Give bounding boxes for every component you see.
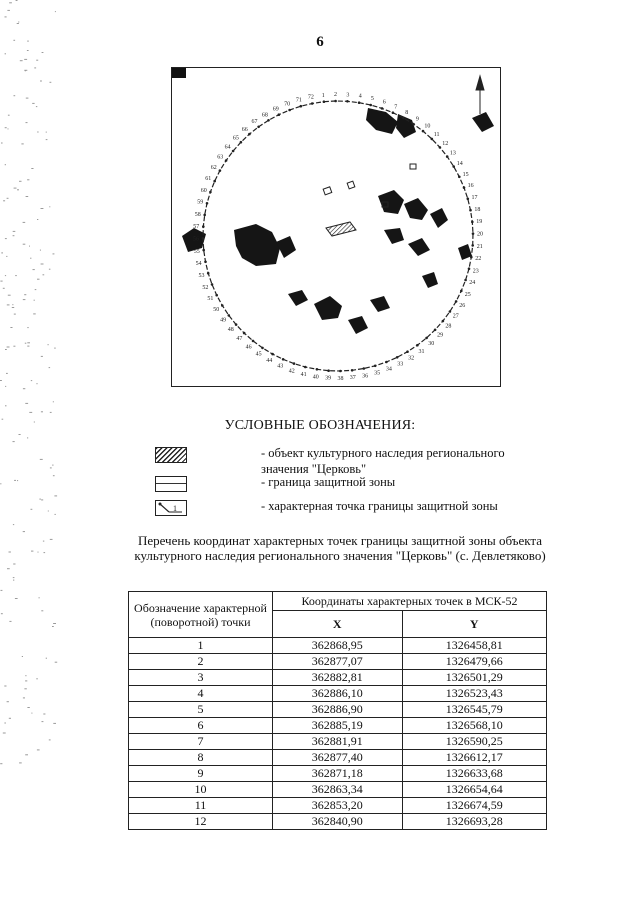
legend-item-heritage-object — [155, 447, 545, 475]
x-coordinate-cell: 362853,20 — [273, 798, 403, 814]
characteristic-point-marker — [304, 366, 307, 369]
characteristic-point-label: 40 — [312, 374, 319, 381]
characteristic-point-label: 47 — [236, 336, 243, 343]
y-coordinate-cell: 1326633,68 — [402, 766, 547, 782]
x-header: X — [273, 611, 403, 638]
characteristic-point-marker — [416, 344, 419, 347]
characteristic-point-label: 70 — [284, 101, 291, 108]
characteristic-point-marker — [406, 350, 409, 353]
characteristic-point-marker — [213, 180, 216, 183]
characteristic-point-marker — [455, 300, 458, 303]
characteristic-point-label: 41 — [300, 371, 307, 378]
characteristic-point-label: 28 — [445, 323, 452, 330]
characteristic-point-label: 42 — [288, 368, 295, 375]
characteristic-point-marker — [288, 109, 291, 112]
characteristic-point-label: 10 — [424, 123, 431, 130]
characteristic-point-label: 45 — [255, 351, 262, 358]
characteristic-point-label: 72 — [307, 94, 314, 101]
characteristic-point-label: 65 — [232, 135, 239, 142]
characteristic-point-label: 66 — [241, 126, 248, 133]
characteristic-point-marker — [467, 198, 470, 201]
characteristic-point-label: 21 — [476, 243, 483, 250]
characteristic-point-label: 33 — [397, 361, 404, 368]
coordinates-table-body — [129, 638, 547, 830]
y-coordinate-cell: 1326568,10 — [402, 718, 547, 734]
characteristic-point-marker — [442, 320, 445, 323]
characteristic-point-marker — [300, 105, 303, 108]
table-row — [129, 638, 547, 654]
characteristic-point-marker — [202, 237, 205, 240]
characteristic-point-label: 8 — [405, 109, 409, 116]
map-canvas — [172, 68, 500, 386]
characteristic-point-marker — [346, 100, 349, 103]
characteristic-point-label: 68 — [261, 112, 268, 119]
characteristic-point-label: 59 — [197, 199, 204, 206]
characteristic-point-label: 3 — [346, 92, 350, 99]
characteristic-point-marker — [471, 244, 474, 247]
characteristic-point-marker — [282, 358, 285, 361]
characteristic-point-marker — [248, 133, 251, 136]
characteristic-point-label: 49 — [220, 317, 227, 324]
north-arrow-icon — [476, 76, 484, 114]
characteristic-point-marker — [358, 101, 361, 104]
x-coordinate-cell: 362871,18 — [273, 766, 403, 782]
x-coordinate-cell: 362885,19 — [273, 718, 403, 734]
characteristic-point-marker — [385, 361, 388, 364]
characteristic-point-marker — [468, 267, 471, 270]
coordinates-table — [128, 591, 547, 830]
point-number-cell: 3 — [129, 670, 273, 686]
characteristic-point-marker — [431, 138, 434, 141]
y-coordinate-cell: 1326693,28 — [402, 814, 547, 830]
y-coordinate-cell: 1326590,25 — [402, 734, 547, 750]
point-number-cell: 7 — [129, 734, 273, 750]
characteristic-point-marker — [323, 100, 326, 103]
characteristic-point-marker — [464, 279, 467, 282]
x-coordinate-cell: 362881,91 — [273, 734, 403, 750]
characteristic-point-label: 53 — [198, 273, 205, 280]
characteristic-point-marker — [209, 191, 212, 194]
characteristic-point-marker — [425, 337, 428, 340]
x-coordinate-cell: 362877,07 — [273, 654, 403, 670]
characteristic-point-marker — [469, 209, 472, 212]
scan-noise — [0, 0, 60, 905]
characteristic-point-marker — [449, 310, 452, 313]
characteristic-point-marker — [470, 256, 473, 259]
characteristic-point-label: 48 — [227, 327, 234, 334]
characteristic-point-label: 18 — [474, 206, 481, 213]
characteristic-point-label: 30 — [428, 341, 435, 348]
characteristic-point-label: 15 — [462, 171, 469, 178]
legend-text-zone-boundary: - граница защитной зоны — [261, 475, 396, 489]
point-number-cell: 4 — [129, 686, 273, 702]
x-coordinate-cell: 362840,90 — [273, 814, 403, 830]
table-row — [129, 654, 547, 670]
y-coordinate-cell: 1326654,64 — [402, 782, 547, 798]
characteristic-point-label: 50 — [213, 307, 220, 314]
point-number-cell: 9 — [129, 766, 273, 782]
characteristic-point-marker — [471, 221, 474, 224]
characteristic-point-label: 38 — [337, 376, 344, 382]
point-number-cell: 8 — [129, 750, 273, 766]
characteristic-point-marker — [460, 290, 463, 293]
characteristic-point-label: 37 — [349, 375, 356, 382]
table-row — [129, 766, 547, 782]
characteristic-point-marker — [396, 356, 399, 359]
y-coordinate-cell: 1326674,59 — [402, 798, 547, 814]
characteristic-point-label: 51 — [207, 296, 214, 303]
characteristic-point-marker — [261, 347, 264, 350]
characteristic-point-marker — [206, 202, 209, 205]
characteristic-point-symbol — [155, 500, 187, 516]
characteristic-point-label: 22 — [475, 256, 482, 263]
characteristic-point-label: 43 — [277, 363, 284, 370]
legend-text-characteristic-point: - характерная точка границы защитной зоны — [261, 499, 498, 513]
characteristic-point-label: 54 — [195, 261, 202, 268]
characteristic-point-marker — [402, 117, 405, 120]
point-number-cell: 5 — [129, 702, 273, 718]
point-number-cell: 11 — [129, 798, 273, 814]
characteristic-point-label: 57 — [193, 224, 200, 231]
characteristic-point-label: 9 — [415, 116, 419, 123]
characteristic-point-label: 60 — [200, 187, 207, 194]
y-coordinate-cell: 1326612,17 — [402, 750, 547, 766]
characteristic-point-label: 1 — [321, 92, 325, 99]
characteristic-point-marker — [293, 362, 296, 365]
characteristic-point-label: 24 — [469, 280, 476, 287]
characteristic-point-label: 19 — [476, 219, 483, 226]
characteristic-point-label: 11 — [433, 131, 440, 138]
point-number-cell: 10 — [129, 782, 273, 798]
legend-title: УСЛОВНЫЕ ОБОЗНАЧЕНИЯ: — [224, 418, 416, 433]
table-row — [129, 702, 547, 718]
characteristic-point-marker — [392, 111, 395, 114]
table-row — [129, 718, 547, 734]
characteristic-point-label: 16 — [467, 183, 474, 190]
characteristic-point-label: 39 — [325, 375, 332, 382]
characteristic-point-marker — [472, 232, 475, 235]
characteristic-point-marker — [374, 365, 377, 368]
characteristic-point-label: 14 — [456, 160, 463, 167]
characteristic-point-marker — [252, 340, 255, 343]
characteristic-point-marker — [339, 370, 342, 373]
characteristic-point-label: 32 — [408, 355, 415, 362]
table-row — [129, 782, 547, 798]
hatched-area-symbol — [155, 447, 187, 463]
characteristic-point-label: 20 — [477, 231, 483, 238]
characteristic-point-label: 4 — [358, 93, 362, 100]
x-coordinate-cell: 362877,40 — [273, 750, 403, 766]
x-coordinate-cell: 362882,81 — [273, 670, 403, 686]
y-coordinate-cell: 1326458,81 — [402, 638, 547, 654]
point-number-cell: 1 — [129, 638, 273, 654]
y-header: Y — [402, 611, 547, 638]
table-row — [129, 670, 547, 686]
characteristic-point-marker — [334, 100, 337, 103]
y-coordinate-cell: 1326523,43 — [402, 686, 547, 702]
characteristic-point-label: 7 — [394, 104, 398, 111]
protection-zone-map — [171, 67, 501, 387]
x-coordinate-cell: 362886,90 — [273, 702, 403, 718]
characteristic-point-marker — [267, 119, 270, 122]
table-row — [129, 750, 547, 766]
characteristic-point-marker — [316, 368, 319, 371]
characteristic-point-label: 23 — [472, 268, 479, 275]
characteristic-point-label: 12 — [442, 140, 449, 147]
coordinates-header: Координаты характерных точек в МСК-52 — [273, 592, 547, 611]
characteristic-point-label: 31 — [418, 348, 425, 355]
characteristic-point-marker — [278, 113, 281, 116]
characteristic-point-marker — [219, 169, 222, 172]
characteristic-point-label: 27 — [452, 313, 459, 320]
characteristic-point-marker — [257, 126, 260, 129]
coordinate-list-title: Перечень координат характерных точек границы защитной зоны объекта культурного наследия регионального значения "Церковь" (с. Девлетяково) — [134, 533, 546, 563]
characteristic-point-label: 35 — [374, 370, 381, 377]
characteristic-point-marker — [439, 146, 442, 149]
characteristic-point-marker — [215, 294, 218, 297]
characteristic-point-marker — [211, 283, 214, 286]
characteristic-point-marker — [228, 314, 231, 317]
boundary-line-symbol — [155, 476, 187, 492]
characteristic-point-marker — [240, 141, 243, 144]
x-coordinate-cell: 362863,34 — [273, 782, 403, 798]
point-symbol-label: 1 — [173, 504, 177, 513]
x-coordinate-cell: 362868,95 — [273, 638, 403, 654]
characteristic-point-marker — [271, 353, 274, 356]
characteristic-point-marker — [412, 123, 415, 126]
characteristic-point-label: 69 — [272, 106, 279, 113]
page-number: 6 — [316, 34, 324, 50]
y-coordinate-cell: 1326479,66 — [402, 654, 547, 670]
characteristic-point-label: 13 — [449, 150, 456, 157]
y-coordinate-cell: 1326501,29 — [402, 670, 547, 686]
characteristic-point-marker — [235, 323, 238, 326]
characteristic-point-label: 62 — [210, 165, 217, 172]
characteristic-point-label: 5 — [370, 96, 374, 103]
characteristic-point-label: 25 — [464, 291, 471, 298]
characteristic-point-label: 71 — [295, 97, 302, 104]
characteristic-point-marker — [207, 272, 210, 275]
characteristic-point-label: 58 — [194, 211, 201, 218]
characteristic-point-label: 56 — [193, 236, 199, 243]
point-number-cell: 6 — [129, 718, 273, 734]
characteristic-point-label: 44 — [266, 358, 273, 365]
characteristic-point-marker — [204, 261, 207, 264]
characteristic-point-label: 26 — [459, 302, 466, 309]
characteristic-point-label: 34 — [385, 366, 392, 373]
characteristic-point-marker — [381, 107, 384, 110]
characteristic-point-label: 29 — [437, 332, 444, 339]
characteristic-point-label: 55 — [193, 248, 200, 255]
legend-item-characteristic-point — [155, 500, 545, 528]
characteristic-point-label: 52 — [202, 284, 209, 291]
characteristic-point-marker — [452, 165, 455, 168]
characteristic-point-marker — [202, 249, 205, 252]
table-row — [129, 814, 547, 830]
designation-header: Обозначение характерной (поворотной) точки — [129, 592, 273, 638]
characteristic-point-marker — [311, 102, 314, 105]
characteristic-point-label: 46 — [245, 344, 252, 351]
characteristic-point-marker — [203, 214, 206, 217]
characteristic-point-marker — [202, 225, 205, 228]
characteristic-point-marker — [422, 130, 425, 133]
characteristic-point-label: 63 — [217, 154, 224, 161]
legend-text-heritage-object: - объект культурного наследия регионального значения "Церковь" — [261, 446, 505, 476]
characteristic-point-marker — [446, 155, 449, 158]
characteristic-point-label: 61 — [205, 176, 212, 183]
characteristic-point-marker — [351, 369, 354, 372]
characteristic-point-marker — [434, 329, 437, 332]
table-row — [129, 686, 547, 702]
characteristic-point-label: 36 — [362, 373, 369, 380]
point-number-cell: 12 — [129, 814, 273, 830]
heritage-object-church — [326, 222, 356, 236]
characteristic-point-label: 2 — [334, 92, 337, 98]
characteristic-point-label: 6 — [382, 99, 386, 106]
characteristic-point-marker — [225, 159, 228, 162]
x-coordinate-cell: 362886,10 — [273, 686, 403, 702]
characteristic-point-marker — [363, 367, 366, 370]
characteristic-point-marker — [327, 369, 330, 372]
characteristic-point-marker — [458, 176, 461, 179]
table-row — [129, 798, 547, 814]
characteristic-point-marker — [232, 150, 235, 153]
point-number-cell: 2 — [129, 654, 273, 670]
characteristic-point-marker — [369, 104, 372, 107]
characteristic-point-label: 67 — [251, 119, 258, 126]
characteristic-point-marker — [463, 186, 466, 189]
characteristic-point-marker — [243, 332, 246, 335]
table-row — [129, 734, 547, 750]
corner-mark — [172, 68, 186, 78]
characteristic-point-label: 17 — [471, 194, 478, 201]
y-coordinate-cell: 1326545,79 — [402, 702, 547, 718]
characteristic-point-marker — [221, 304, 224, 307]
characteristic-point-label: 64 — [224, 144, 231, 151]
